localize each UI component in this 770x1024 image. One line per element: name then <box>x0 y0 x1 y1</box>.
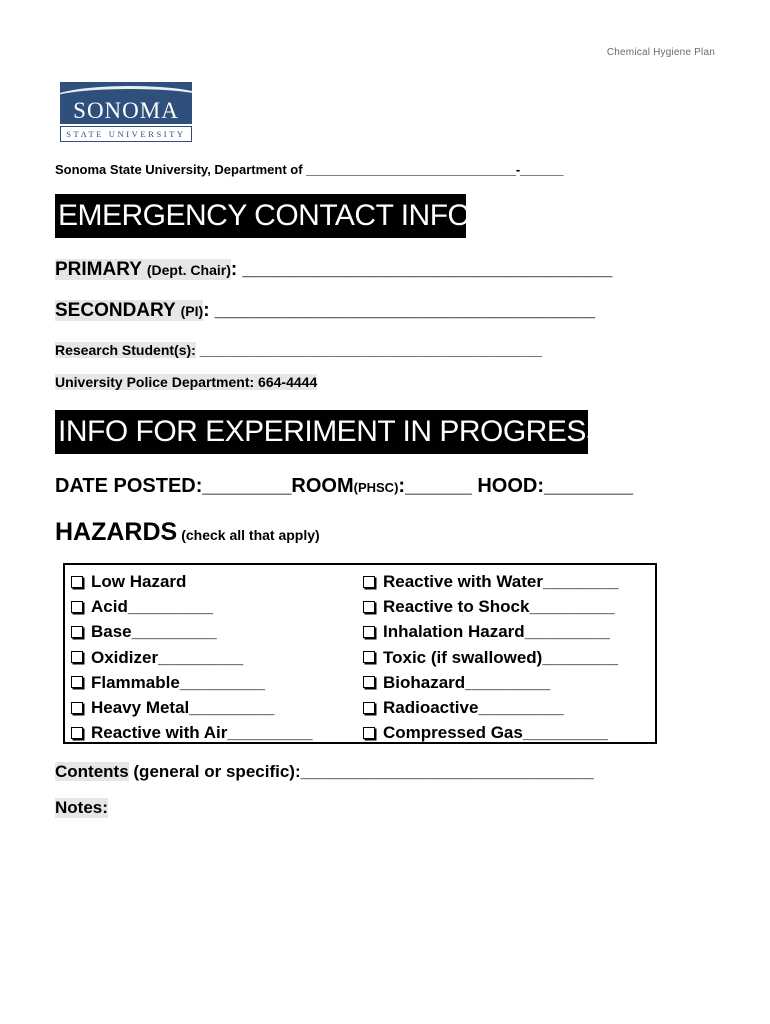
checkbox-icon[interactable] <box>71 676 83 688</box>
hazards-title-line <box>55 518 320 547</box>
checkbox-icon[interactable] <box>363 727 375 739</box>
hazards-checklist-box <box>63 563 657 744</box>
notes-label: Notes: <box>55 798 108 817</box>
hazard-item[interactable] <box>363 720 619 745</box>
checkbox-icon[interactable] <box>71 651 83 663</box>
hazard-item[interactable] <box>71 695 312 720</box>
hazard-item[interactable] <box>71 619 312 644</box>
primary-blank: : ___________________________________ <box>230 259 613 280</box>
hazard-item[interactable] <box>71 720 312 745</box>
hazards-left-column <box>71 569 312 745</box>
logo-wordmark: SONOMA <box>73 98 179 123</box>
document-header-title: Chemical Hygiene Plan <box>606 47 715 58</box>
checkbox-icon[interactable] <box>363 676 375 688</box>
hazard-label: Reactive with Air_________ <box>91 723 313 743</box>
police-line <box>55 374 317 390</box>
hazards-right-column <box>363 569 619 745</box>
hazard-label: Reactive with Water________ <box>383 572 619 591</box>
checkbox-icon[interactable] <box>363 702 375 714</box>
emergency-contact-heading: EMERGENCY CONTACT INFO <box>55 194 466 238</box>
checkbox-icon[interactable] <box>71 626 83 638</box>
checkbox-icon[interactable] <box>363 601 375 613</box>
hazard-item[interactable] <box>71 645 312 670</box>
checkbox-icon[interactable] <box>71 576 83 588</box>
hazard-label: Low Hazard <box>91 572 187 591</box>
secondary-label-highlight <box>55 300 203 321</box>
hazard-item[interactable] <box>363 619 619 644</box>
hazard-label: Flammable_________ <box>91 672 265 692</box>
hazard-label: Acid_________ <box>91 597 213 617</box>
room-sub-label: (PHSC) <box>353 480 399 495</box>
checkbox-icon[interactable] <box>71 601 83 613</box>
date-room-label: DATE POSTED:________ROOM <box>55 475 354 497</box>
hazards-note: (check all that apply) <box>181 527 320 543</box>
checkbox-icon[interactable] <box>71 727 83 739</box>
checkbox-icon[interactable] <box>363 576 375 588</box>
hazard-label: Reactive to Shock_________ <box>383 597 615 617</box>
secondary-sub-label: (PI) <box>180 303 204 319</box>
hazard-label: Base_________ <box>91 622 217 642</box>
primary-label-highlight <box>55 259 231 280</box>
hazard-label: Heavy Metal_________ <box>91 698 275 718</box>
primary-label: PRIMARY <box>55 259 142 280</box>
hazard-item[interactable] <box>71 670 312 695</box>
department-line: Sonoma State University, Department of _____________________________-______ <box>55 162 564 177</box>
secondary-contact-line <box>55 300 595 322</box>
research-students-label: Research Student(s): <box>55 342 196 358</box>
contents-blank: (general or specific):_______________________________ <box>128 762 594 781</box>
logo-banner <box>60 82 192 124</box>
logo-subtitle: STATE UNIVERSITY <box>60 126 192 142</box>
university-logo <box>60 82 192 144</box>
hazard-label: Oxidizer_________ <box>91 647 244 667</box>
hazard-item[interactable] <box>363 569 619 594</box>
hazards-title: HAZARDS <box>55 518 178 546</box>
experiment-info-heading: INFO FOR EXPERIMENT IN PROGRESS <box>55 410 588 454</box>
secondary-label: SECONDARY <box>55 300 176 321</box>
checkbox-icon[interactable] <box>363 651 375 663</box>
secondary-blank: : ____________________________________ <box>203 300 596 321</box>
primary-sub-label: (Dept. Chair) <box>146 262 231 278</box>
research-students-blank: ____________________________________________ <box>195 342 543 358</box>
checkbox-icon[interactable] <box>71 702 83 714</box>
hazard-label: Inhalation Hazard_________ <box>383 622 610 642</box>
hazard-label: Radioactive_________ <box>383 698 564 718</box>
hazard-item[interactable] <box>363 645 619 670</box>
contents-line <box>55 762 594 782</box>
hazard-label: Compressed Gas_________ <box>383 723 608 743</box>
hazard-item[interactable] <box>363 594 619 619</box>
hazard-item[interactable] <box>363 695 619 720</box>
hazard-item[interactable] <box>71 594 312 619</box>
primary-contact-line <box>55 259 612 281</box>
police-text: University Police Department: 664-4444 <box>55 374 318 390</box>
hazard-label: Toxic (if swallowed)________ <box>383 647 618 667</box>
checkbox-icon[interactable] <box>363 626 375 638</box>
contents-label: Contents <box>55 762 129 781</box>
research-students-line <box>55 342 542 358</box>
experiment-details-line <box>55 475 633 498</box>
hazard-item[interactable] <box>71 569 312 594</box>
hazard-label: Biohazard_________ <box>383 672 551 692</box>
hazard-item[interactable] <box>363 670 619 695</box>
room-hood-blank: :______ HOOD:________ <box>398 475 634 497</box>
